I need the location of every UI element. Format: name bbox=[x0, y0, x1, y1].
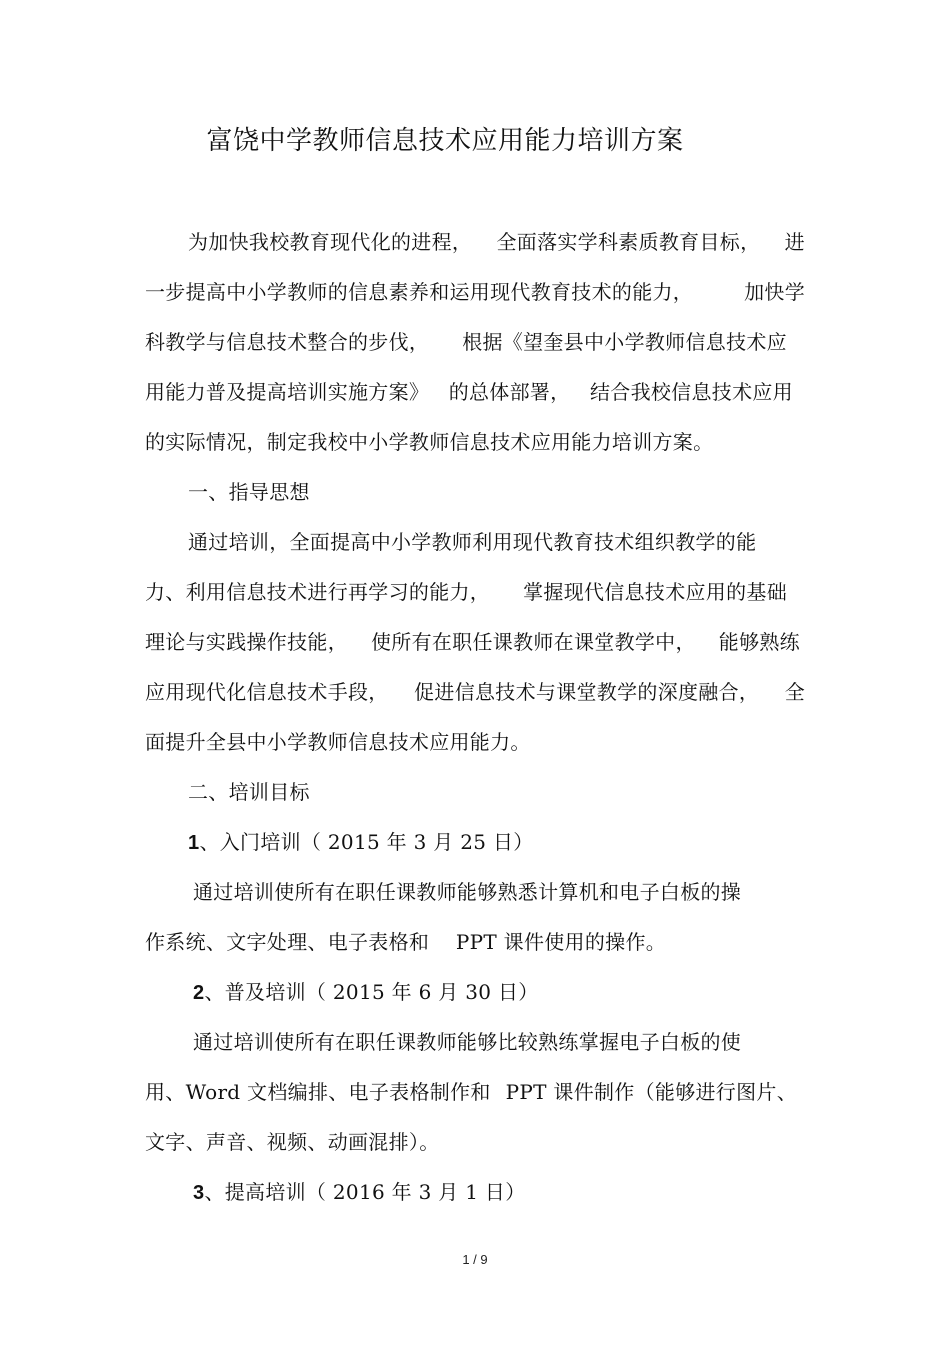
text-segment: 能够熟练 bbox=[718, 630, 800, 654]
document-title: 富饶中学教师信息技术应用能力培训方案 bbox=[206, 126, 684, 156]
text-segment: PPT 课件制作（能够进行图片、 bbox=[505, 1080, 797, 1104]
item1-line-2: 作系统、文字处理、电子表格和 PPT 课件使用的操作。 bbox=[145, 930, 667, 954]
text-segment: 根据《望奎县中小学教师信息技术应 bbox=[462, 330, 787, 354]
item-number: 1 bbox=[188, 832, 200, 854]
text-segment: 全面落实学科素质教育目标， bbox=[496, 230, 761, 254]
item-heading bbox=[193, 978, 539, 1007]
intro-line-2 bbox=[145, 278, 805, 306]
intro-line-4 bbox=[145, 378, 793, 406]
text-segment: 结合我校信息技术应用 bbox=[589, 380, 793, 404]
text-segment: 全 bbox=[784, 680, 805, 704]
intro-line-1 bbox=[188, 228, 805, 256]
intro-line-5: 的实际情况，制定我校中小学教师信息技术应用能力培训方案。 bbox=[145, 430, 714, 454]
text-segment: 促进信息技术与课堂教学的深度融合， bbox=[414, 680, 760, 704]
item-label: 、普及培训（ 2015 年 6 月 30 日） bbox=[204, 980, 539, 1004]
text-segment: 用能力普及提高培训实施方案》 bbox=[145, 380, 430, 404]
section1-line-3 bbox=[145, 628, 800, 656]
text-segment: 的总体部署， bbox=[448, 380, 571, 404]
text-segment: 加快学 bbox=[744, 280, 805, 304]
item-label: 、入门培训（ 2015 年 3 月 25 日） bbox=[199, 830, 534, 854]
item-heading bbox=[188, 828, 534, 857]
item-label: 、提高培训（ 2016 年 3 月 1 日） bbox=[204, 1180, 526, 1204]
text-segment: 用、Word 文档编排、电子表格制作和 bbox=[145, 1080, 491, 1104]
text-segment: 理论与实践操作技能， bbox=[145, 630, 348, 654]
section-heading: 一、指导思想 bbox=[188, 480, 310, 504]
item-heading bbox=[193, 1178, 526, 1207]
item2-line-2 bbox=[145, 1078, 797, 1106]
intro-line-3 bbox=[145, 328, 787, 356]
section-heading: 二、培训目标 bbox=[188, 780, 310, 804]
text-segment: 为加快我校教育现代化的进程， bbox=[188, 230, 473, 254]
text-segment: 一步提高中小学教师的信息素养和运用现代教育技术的能力， bbox=[145, 280, 694, 304]
section1-line-5: 面提升全县中小学教师信息技术应用能力。 bbox=[145, 730, 531, 754]
text-segment: 应用现代化信息技术手段， bbox=[145, 680, 389, 704]
item1-line-1: 通过培训使所有在职任课教师能够熟悉计算机和电子白板的操 bbox=[193, 880, 742, 904]
text-segment: 进 bbox=[784, 230, 805, 254]
page-number: 1 / 9 bbox=[462, 1252, 488, 1267]
section1-line-1: 通过培训，全面提高中小学教师利用现代教育技术组织教学的能 bbox=[188, 530, 757, 554]
section1-line-4 bbox=[145, 678, 805, 706]
item-number: 3 bbox=[193, 1182, 205, 1204]
text-segment: 使所有在职任课教师在课堂教学中， bbox=[370, 630, 696, 654]
item-number: 2 bbox=[193, 982, 205, 1004]
text-segment: 力、利用信息技术进行再学习的能力， bbox=[145, 580, 491, 604]
item2-line-1: 通过培训使所有在职任课教师能够比较熟练掌握电子白板的使 bbox=[193, 1030, 742, 1054]
item2-line-3: 文字、声音、视频、动画混排）。 bbox=[145, 1130, 440, 1154]
text-segment: 科教学与信息技术整合的步伐， bbox=[145, 330, 430, 354]
text-segment: 掌握现代信息技术应用的基础 bbox=[523, 580, 787, 604]
section1-line-2 bbox=[145, 578, 787, 606]
